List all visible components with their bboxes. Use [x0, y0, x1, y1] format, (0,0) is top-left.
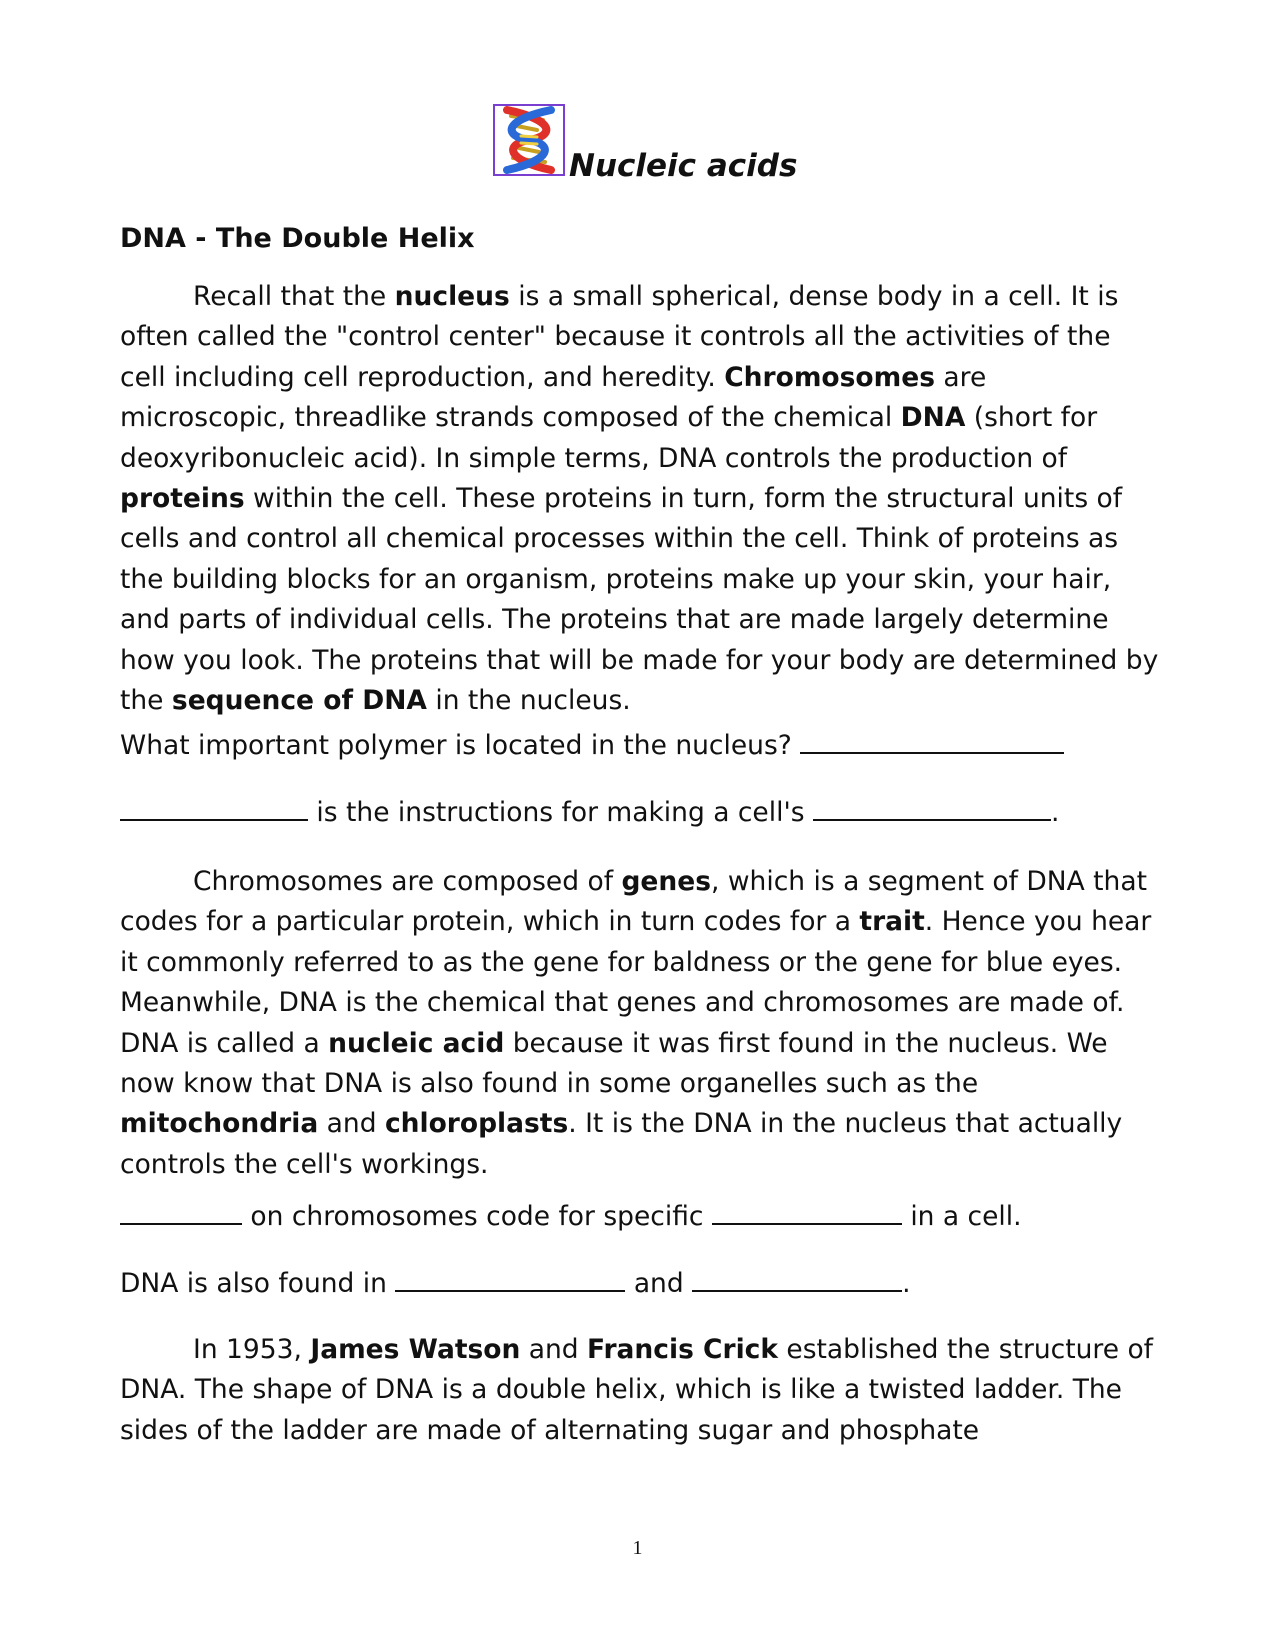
question-genes-code: on chromosomes code for specific in a cell. — [120, 1201, 1022, 1232]
question-dna-found: DNA is also found in and . — [120, 1268, 911, 1299]
paragraph-watson-crick: In 1953, James Watson and Francis Crick established the structure of DNA. The shape of DNA is a double helix, which is like a twisted ladder. The sides of the ladder are made of alternating sugar and phosphate — [120, 1334, 1153, 1446]
question-polymer: What important polymer is located in the nucleus? — [120, 730, 1064, 761]
paragraph-genes: Chromosomes are composed of genes, which is a segment of DNA that codes for a particular protein, which in turn codes for a trait. Hence you hear it commonly referred to as the gene for baldness or the gene for blue eyes. Meanwhile, DNA is the chemical that genes and chromosomes are made of. DNA is called a nucleic acid because it was first found in the nucleus. We now know that DNA is also found in some organelles such as the mitochondria and chloroplasts. It is the DNA in the nucleus that actually controls the cell's workings. — [120, 866, 1152, 1180]
answer-blank[interactable] — [395, 1270, 625, 1292]
question-instructions: is the instructions for making a cell's . — [120, 797, 1059, 828]
answer-blank[interactable] — [120, 799, 308, 821]
answer-blank[interactable] — [800, 732, 1064, 754]
page-title: Nucleic acids — [569, 148, 798, 184]
answer-blank[interactable] — [120, 1203, 242, 1225]
answer-blank[interactable] — [692, 1270, 902, 1292]
answer-blank[interactable] — [813, 799, 1051, 821]
answer-blank[interactable] — [712, 1203, 902, 1225]
dna-helix-icon — [493, 104, 565, 176]
paragraph-intro: Recall that the nucleus is a small spherical, dense body in a cell. It is often called the "control center" because it controls all the activities of the cell including cell reproduction, and heredity. Chromosomes are microscopic, threadlike strands composed of the chemical DNA (short for deoxyribonucleic acid). In simple terms, DNA controls the production of proteins within the cell. These proteins in turn, form the structural units of cells and control all chemical processes within the cell. Think of proteins as the building blocks for an organism, proteins make up your skin, your hair, and parts of individual cells. The proteins that are made largely determine how you look. The proteins that will be made for your body are determined by the sequence of DNA in the nucleus. — [120, 281, 1159, 717]
page-number: 1 — [632, 1537, 643, 1559]
section-heading: DNA - The Double Helix — [120, 223, 475, 254]
